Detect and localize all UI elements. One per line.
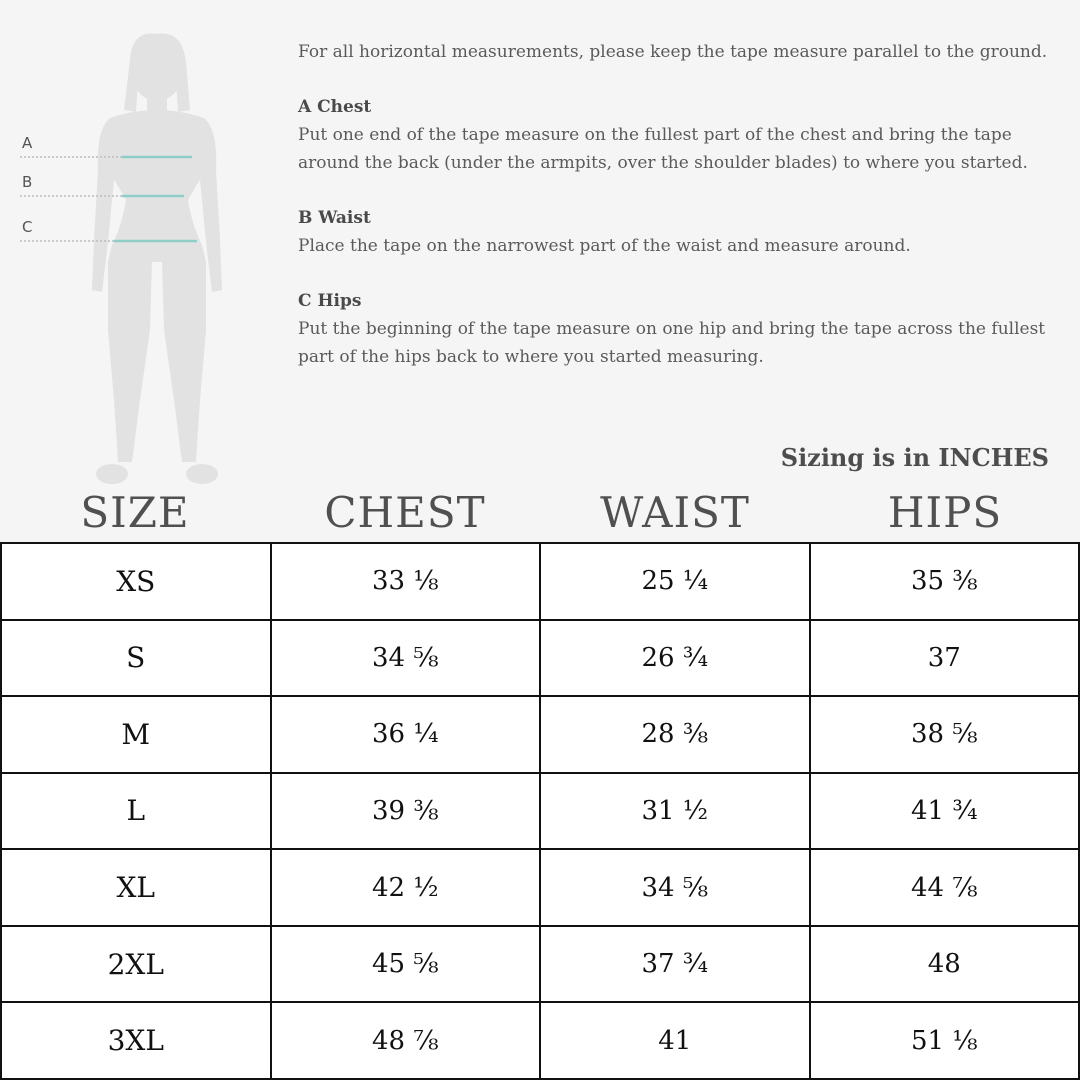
chest-cell: 39 ⅜ <box>271 773 541 850</box>
hips-cell: 38 ⅝ <box>810 696 1080 773</box>
header-chest: CHEST <box>324 488 486 537</box>
chest-instruction <box>298 93 1058 177</box>
waist-cell: 41 <box>540 1002 810 1079</box>
measurement-instructions <box>298 38 1058 398</box>
table-row <box>1 773 1079 850</box>
size-cell: L <box>1 773 271 850</box>
table-header <box>0 488 1080 542</box>
measurement-label-a: A <box>22 134 33 152</box>
size-cell: 3XL <box>1 1002 271 1079</box>
size-cell: XL <box>1 849 271 926</box>
units-note: Sizing is in INCHES <box>780 443 1049 472</box>
waist-cell: 34 ⅝ <box>540 849 810 926</box>
waist-cell: 25 ¼ <box>540 543 810 620</box>
body-measurement-figure <box>0 0 270 500</box>
header-hips: HIPS <box>887 488 1003 537</box>
chest-cell: 36 ¼ <box>271 696 541 773</box>
chest-text: Put one end of the tape measure on the fullest part of the chest and bring the tape around the back (under the armpits, over the shoulder blades) to where you started. <box>298 125 1028 173</box>
header-waist: WAIST <box>600 488 750 537</box>
hips-cell: 35 ⅜ <box>810 543 1080 620</box>
waist-cell: 37 ¾ <box>540 926 810 1003</box>
table-row <box>1 926 1079 1003</box>
chest-cell: 42 ½ <box>271 849 541 926</box>
table-row <box>1 849 1079 926</box>
chest-cell: 45 ⅝ <box>271 926 541 1003</box>
table-row <box>1 543 1079 620</box>
hips-cell: 48 <box>810 926 1080 1003</box>
hips-cell: 37 <box>810 620 1080 697</box>
size-chart-table <box>0 542 1080 1080</box>
waist-cell: 28 ⅜ <box>540 696 810 773</box>
hips-text: Put the beginning of the tape measure on one hip and bring the tape across the fullest part of the hips back to where you started measuring. <box>298 319 1046 367</box>
measurement-label-c: C <box>22 218 33 236</box>
size-cell: XS <box>1 543 271 620</box>
header-size: SIZE <box>80 488 190 537</box>
hips-instruction <box>298 287 1058 371</box>
waist-cell: 31 ½ <box>540 773 810 850</box>
waist-text: Place the tape on the narrowest part of the waist and measure around. <box>298 236 911 256</box>
size-cell: S <box>1 620 271 697</box>
size-cell: M <box>1 696 271 773</box>
waist-cell: 26 ¾ <box>540 620 810 697</box>
intro-text: For all horizontal measurements, please keep the tape measure parallel to the ground. <box>298 42 1048 62</box>
chest-heading: A Chest <box>298 97 372 117</box>
hips-cell: 51 ⅛ <box>810 1002 1080 1079</box>
hips-heading: C Hips <box>298 291 362 311</box>
hips-cell: 44 ⅞ <box>810 849 1080 926</box>
size-cell: 2XL <box>1 926 271 1003</box>
hips-cell: 41 ¾ <box>810 773 1080 850</box>
table-row <box>1 696 1079 773</box>
chest-cell: 48 ⅞ <box>271 1002 541 1079</box>
waist-heading: B Waist <box>298 208 371 228</box>
table-row <box>1 1002 1079 1079</box>
table-row <box>1 620 1079 697</box>
measurement-label-b: B <box>22 173 33 191</box>
chest-cell: 33 ⅛ <box>271 543 541 620</box>
chest-cell: 34 ⅝ <box>271 620 541 697</box>
waist-instruction <box>298 204 1058 260</box>
